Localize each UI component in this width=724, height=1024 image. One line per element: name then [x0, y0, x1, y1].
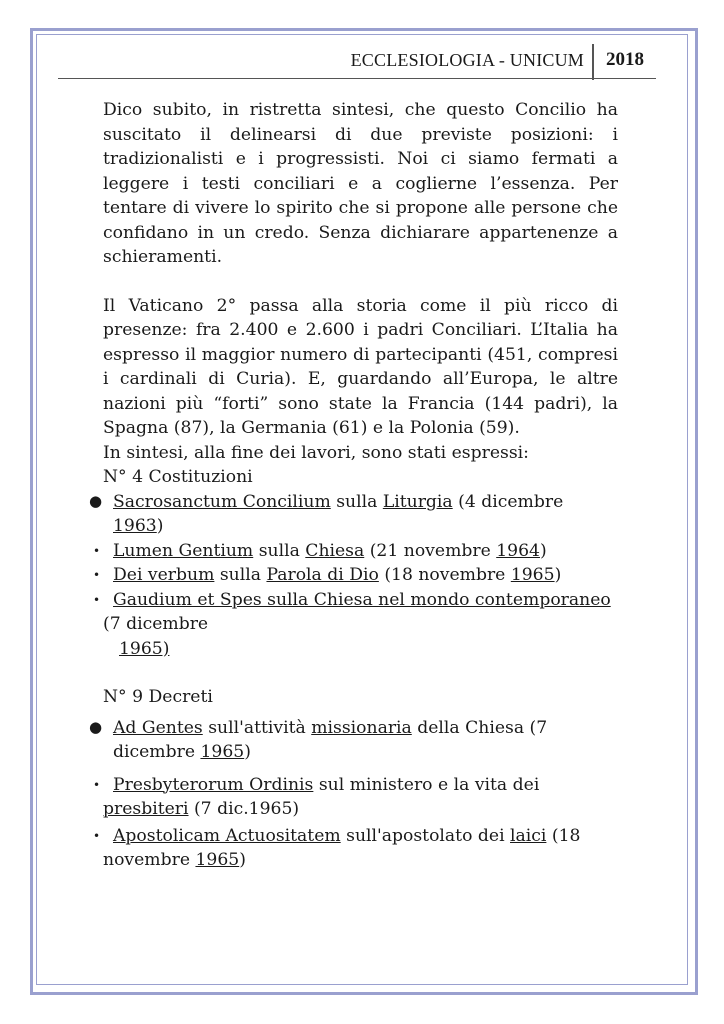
bullet-icon: • — [93, 828, 101, 843]
intro-paragraph: Dico subito, in ristretta sintesi, che questo Concilio ha suscitato il delinearsi di due previste posizioni: i tradizionalisti e i progressisti. Noi ci siamo fermati a leggere i testi conciliari e a coglierne l’essenza. Per tentare di vivere lo spirito che si propone alle persone che confidano in un credo. Senza dichiarare appartenenze a schieramenti. — [103, 100, 618, 267]
document-title: Presbyterorum Ordinis — [113, 774, 314, 795]
summary-line: In sintesi, alla fine dei lavori, sono stati espressi: — [103, 442, 529, 463]
document-topic: laici — [510, 825, 547, 846]
paragraph-gap — [103, 270, 618, 294]
document-title: Dei verbum — [113, 565, 215, 585]
decree-item: • Apostolicam Actuositatem sull'apostolato dei laici (18 novembre 1965) — [93, 825, 581, 870]
decree-item: • Presbyterorum Ordinis sul ministero e la vita dei presbiteri (7 dic.1965) — [93, 774, 540, 819]
document-topic: missionaria — [311, 717, 412, 738]
document-date: (7 dicembre — [103, 614, 209, 634]
statistics-paragraph: Il Vaticano 2° passa alla storia come il più ricco di presenze: fra 2.400 e 2.600 i padri Conciliari. L’Italia ha espresso il maggior numero di partecipanti (451, compresi i cardinali di Curia). E, guardando all’Europa, le altre nazioni più “forti” sono state la Francia (144 padri), la Spagna (87), la Germania (61) e la Polonia (59). — [103, 295, 618, 438]
header-divider — [592, 44, 594, 80]
document-title: Ad Gentes — [113, 717, 203, 738]
header-title: ECCLESIOLOGIA - UNICUM — [350, 50, 584, 70]
document-topic: Chiesa — [305, 540, 365, 561]
bullet-icon: • — [93, 777, 101, 792]
document-title: Sacrosanctum Concilium — [113, 491, 331, 512]
document-topic: presbiteri — [103, 799, 189, 819]
document-year: 1963 — [113, 516, 157, 536]
section-gap — [103, 661, 618, 685]
page-header — [58, 44, 656, 79]
document-title: Gaudium et Spes sulla Chiesa nel mondo contemporaneo — [113, 589, 611, 610]
header-year: 2018 — [606, 49, 644, 70]
document-year: 1965) — [119, 638, 170, 659]
bullet-icon: • — [93, 543, 101, 558]
document-year: 1965 — [195, 850, 240, 870]
document-topic: Liturgia — [382, 491, 453, 512]
bullet-icon: • — [93, 592, 101, 607]
document-body — [89, 98, 618, 873]
constitution-item — [93, 588, 618, 662]
bullet-icon: ● — [89, 717, 103, 736]
document-topic: Parola di Dio — [266, 565, 379, 585]
constitution-item: ● Sacrosanctum Concilium sulla Liturgia (4 dicembre 1963) — [103, 490, 618, 539]
constitutions-heading: N° 4 Costituzioni — [103, 467, 253, 487]
bullet-icon: ● — [89, 491, 103, 510]
decrees-heading: N° 9 Decreti — [103, 687, 213, 707]
document-year: 1965 — [200, 742, 245, 762]
decree-item: ● Ad Gentes sull'attività missionaria della Chiesa (7 dicembre 1965) — [103, 716, 618, 765]
document-year: 1964 — [496, 540, 540, 561]
document-title: Lumen Gentium — [113, 540, 254, 561]
constitution-item: • Lumen Gentium sulla Chiesa (21 novembre 1964) — [103, 539, 618, 564]
document-title: Apostolicam Actuositatem — [113, 825, 341, 846]
document-year: 1965 — [510, 565, 555, 585]
bullet-icon: • — [93, 568, 101, 582]
constitution-item: • Dei verbum sulla Parola di Dio (18 novembre 1965) — [103, 563, 618, 588]
